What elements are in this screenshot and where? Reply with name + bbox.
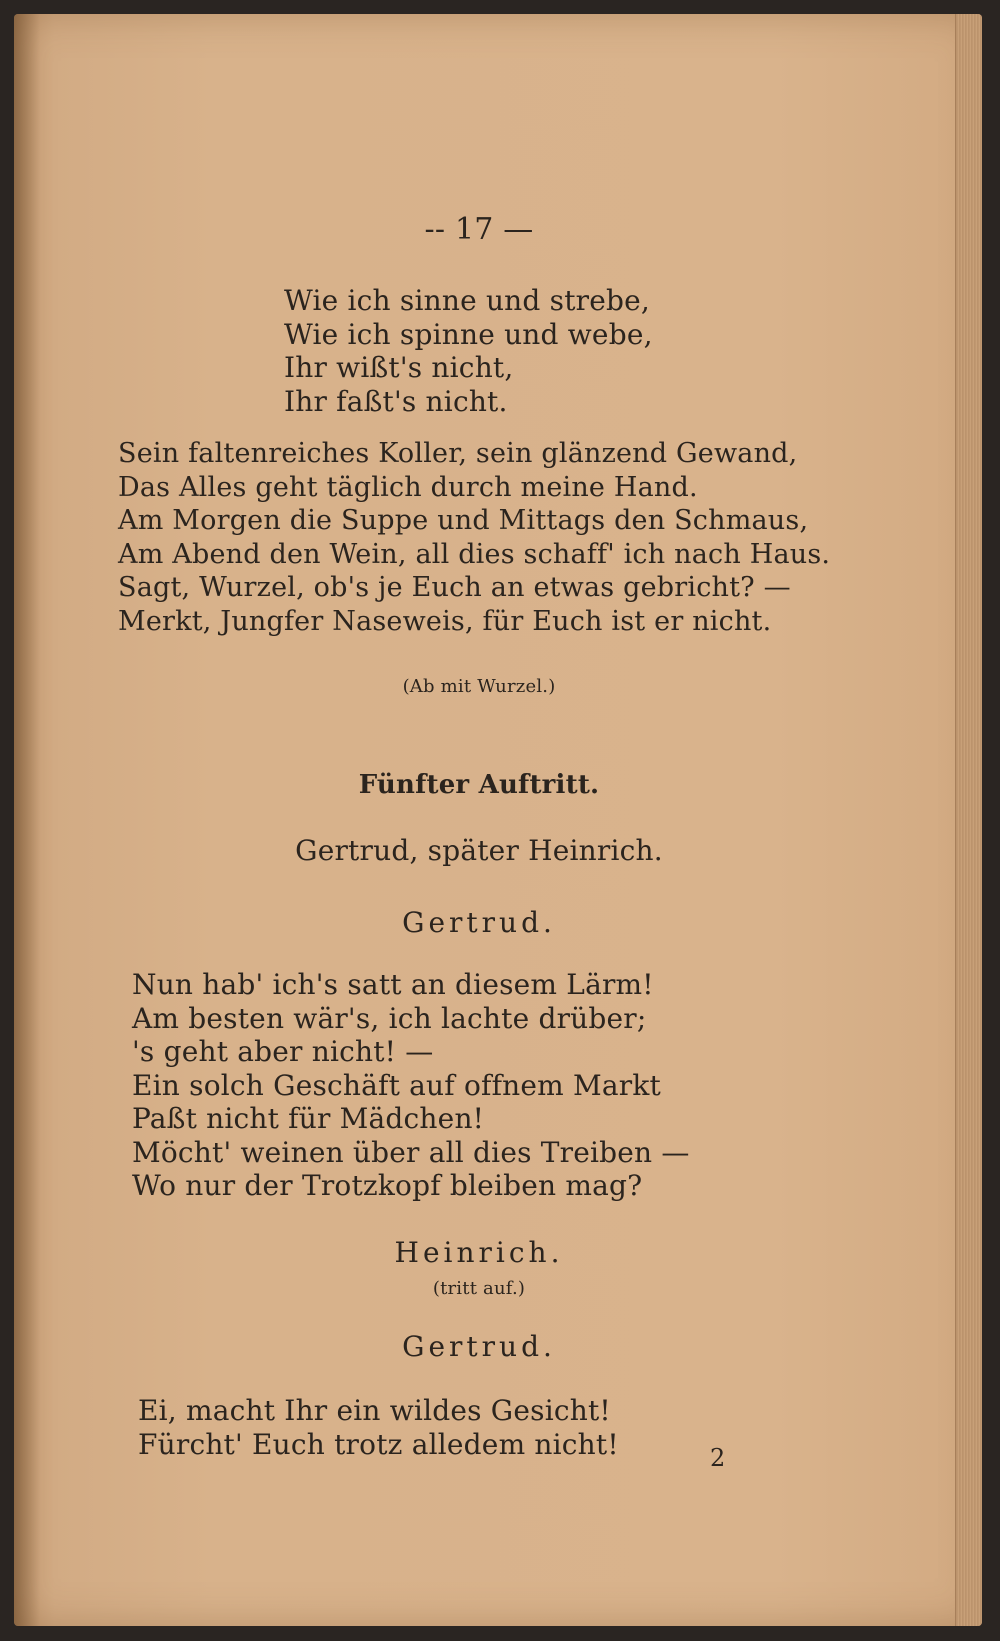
stage-direction: (Ab mit Wurzel.) (402, 676, 556, 697)
stanza-1 (284, 284, 653, 418)
verse-line: Möcht' weinen über all dies Treiben — (132, 1135, 690, 1169)
page-number: -- 17 — (424, 212, 534, 247)
verse-line: Sagt, Wurzel, ob's je Euch an etwas gebricht? — (118, 572, 791, 603)
verse-line: Ihr wißt's nicht, (284, 351, 514, 384)
verse-line: Ihr faßt's nicht. (284, 384, 508, 418)
verse-line: Merkt, Jungfer Naseweis, für Euch ist er nicht. (118, 605, 772, 637)
verse-line: Nun hab' ich's satt an diesem Lärm! (132, 968, 654, 1001)
verse-line: Wie ich spinne und webe, (284, 317, 653, 351)
book-page (14, 14, 982, 1626)
verse-line: Ein solch Geschäft auf offnem Markt (132, 1068, 661, 1102)
verse-line: Wo nur der Trotzkopf bleiben mag? (132, 1169, 643, 1202)
speaker-name: Gertrud. (402, 906, 556, 939)
speaker-name: Heinrich. (394, 1236, 564, 1269)
verse-line: Das Alles geht täglich durch meine Hand. (118, 471, 698, 503)
stanza-2 (118, 437, 830, 638)
verse-line: Ei, macht Ihr ein wildes Gesicht! (138, 1394, 611, 1427)
verse-line: Sein faltenreiches Koller, sein glänzend Gewand, (118, 438, 798, 469)
verse-line: Wie ich sinne und strebe, (284, 284, 651, 317)
speaker-name: Gertrud. (402, 1330, 556, 1363)
verse-line: Am besten wär's, ich lachte drüber; (132, 1001, 647, 1035)
speech-1 (132, 968, 690, 1203)
verse-line: Paßt nicht für Mädchen! (132, 1102, 485, 1135)
scene-heading: Fünfter Auftritt. (358, 770, 600, 800)
scene-persons: Gertrud, später Heinrich. (295, 834, 663, 867)
page-edges (955, 14, 982, 1626)
verse-line: Am Abend den Wein, all dies schaff' ich nach Haus. (118, 538, 831, 570)
stage-direction: (tritt auf.) (432, 1278, 526, 1299)
verse-line: Fürcht' Euch trotz alledem nicht! (138, 1427, 619, 1461)
binding-shadow (14, 14, 40, 1626)
speech-2 (138, 1394, 619, 1461)
verse-line: Am Morgen die Suppe und Mittags den Schmaus, (118, 505, 809, 536)
verse-line: 's geht aber nicht! — (132, 1035, 434, 1068)
signature-mark: 2 (710, 1444, 726, 1472)
